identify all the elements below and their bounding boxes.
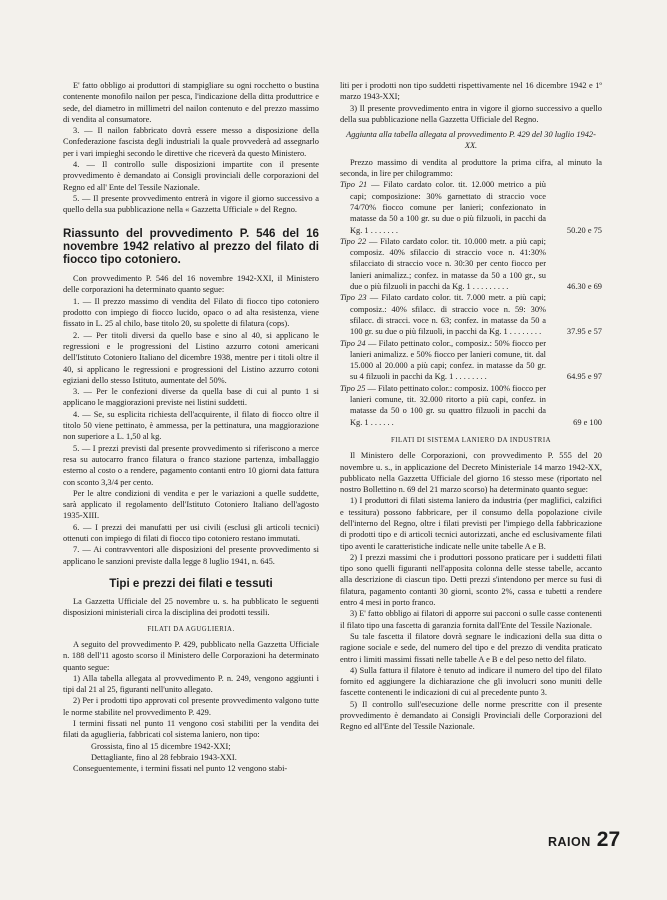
laniero-paragraph: Su tale fascetta il filatore dovrà segnare le indicazioni della sua ditta o ragione sociale e sede, del numero del tipo e del prezzo di vendita praticato entro i limiti massimi fissati nelle tabelle A e B e del peso netto del filato. [340,631,602,664]
section2-paragraph: 2) Per i prodotti tipo approvati col presente provvedimento valgono tutte le norme stabilite nel provvedimento P. 429. [63,696,319,717]
type-price: 50.20 e 75 [566,225,602,235]
type-row-25 [340,383,602,428]
type-desc: — Filato cardato color. tit. 7.000 metr. a più capi; composiz.: 40% sfilacc. di straccio voce n. 59: 30% sfilacc. di stracci. voce n. 63; confez. in matasse da 50 a 100 gr. su due o più filzuoli, in pacchi da Kg. 1 . . . . . . . . [350,293,546,337]
intro-paragraph: 5. — Il presente provvedimento entrerà in vigore il giorno successivo a quello della sua pubblicazione nella « Gazzetta Ufficiale » del Regno. [63,193,319,215]
section-title-provvedimento-546: Riassunto del provvedimento P. 546 del 16 novembre 1942 relativo al prezzo del filato di fiocco tipo cotoniero. [63,226,319,266]
section2-paragraph: 1) Alla tabella allegata al provvedimento P. n. 249, vengono aggiunti i tipi dal 21 al 25, figuranti nell'unito allegato. [63,673,319,695]
type-desc: — Filato pettinato color.: composiz. 100% fiocco per lanieri comune, tit. 32.000 ritorto a più capi, confez. in matasse da 50 o 100 gr. su quattro filzuoli in pacchi da Kg. 1 . . . . . . [350,383,546,427]
section1-paragraph: 4. — Se, su esplicita richiesta dell'acquirente, il filato di fiocco oltre il titolo 50 viene pettinato, è ammessa, per la pettinatura, una maggiorazione non superiore a L. 1,50 al kg. [63,409,319,442]
section-title-tipi-prezzi: Tipi e prezzi dei filati e tessuti [109,576,273,590]
type-name: Tipo 23 [340,293,367,303]
left-column [63,80,319,775]
closing-paragraph: Conseguentemente, i termini fissati nel punto 12 vengono stabi- [73,764,288,774]
laniero-paragraph: 2) I prezzi massimi che i produttori possono praticare per i suddetti filati tipo sono quelli figuranti nell'apposita colonna delle stesse tabelle, accanto alla descrizione di ciascun tipo. Detti prezzi s'intendono per merce su fusi di filatura, pagamento contanti 30 giorni, sconto 2%, cassa e tubetti a rendere entro 4 mesi in porto franco. [340,552,602,608]
section2-intro: La Gazzetta Ufficiale del 25 novembre u. s. ha pubblicato le seguenti disposizioni ministeriali circa la disciplina dei prodotti tessili. [63,597,319,618]
date-dettagliante: Dettagliante, fino al 28 febbraio 1943-XXI. [91,752,237,762]
section1-paragraph: 7. — Ai contravventori alle disposizioni del presente provvedimento si applicano le sanzioni previste dalla legge 8 luglio 1941, n. 645. [63,545,319,566]
type-name: Tipo 21 [340,180,368,190]
section2-paragraph: I termini fissati nel punto 11 vengono così stabiliti per la vendita dei filati da aguglieria, fabbricati col sistema laniero, non tipo: [63,719,319,740]
section2-paragraph: A seguito del provvedimento P. 429, pubblicato nella Gazzetta Ufficiale n. 188 dell'11 agosto scorso il Ministero delle Corporazioni ha determinato quanto segue: [63,639,319,672]
type-desc: — Filato cardato color. tit. 12.000 metrico a più capi; composizione: 30% garnettato di straccio voce 74/70% fiocco comune per lanieri; confezionato in matasse da 50 a 100 gr. su due o più filzuoli, in pacchi da Kg. 1 . . . . . . . [350,180,546,235]
section1-paragraph: 5. — I prezzi previsti dal presente provvedimento si riferiscono a merce resa su autocarro franco filatura o franco stazione partenza, imballaggio esterno al costo o a rendere, pagamento contanti entro 10 giorni data fattura con sconto 3,3/4 per cento. [63,443,319,487]
section1-paragraph: 1. — Il prezzo massimo di vendita del Filato di fiocco tipo cotoniero prodotto con impiego di fiocco lucido, opaco o ad alta resistenza, viene fissato in L. 25 al chilo, base titolo 20, su spolette di filatura (cops). [63,296,319,329]
type-row-21 [340,179,602,235]
magazine-name: RAION [548,835,591,849]
type-name: Tipo 22 [340,236,367,246]
type-price: 64.95 e 97 [566,372,602,382]
type-desc: — Filato pettinato color., composiz.: 50% fiocco per lanieri animalizz. e 50% fiocco per lanieri comune, tit. dal 15.000 al 20.000 a più capi; confez. in matasse da 50 gr. su 4 filzuoli in pacchi da Kg. 1 . . . . . . . . [350,338,546,382]
type-price: 46.30 e 69 [566,282,602,292]
para-3: 3) Il presente provvedimento entra in vigore il giorno successivo a quello della sua pubblicazione nella Gazzetta Ufficiale del Regno. [340,103,602,124]
laniero-paragraph: 1) I produttori di filati sistema laniero da industria (per maglifici, calzifici e tessitura) possono fabbricare, per il consumo della popolazione civile dell'interno del Regno, oltre i filati previsti per l'impiego della fabbricazione di prodotti tipo e di articoli tecnici autorizzati, anche ed esclusivamente filati tipo aventi le caratteristiche indicate nelle unite tabelle A e B. [340,496,602,551]
date-grossista: Grossista, fino al 15 dicembre 1942-XXI; [91,741,231,751]
annex-title: Aggiunta alla tabella allegata al provvedimento P. 429 del 30 luglio 1942-XX. [346,130,596,151]
right-column [340,80,602,733]
type-name: Tipo 24 [340,338,366,348]
type-name: Tipo 25 [340,383,366,393]
continuation-paragraph: liti per i prodotti non tipo suddetti rispettivamente nel 16 dicembre 1942 e 1º marzo 1943-XXI; [340,81,602,102]
laniero-paragraph: 3) E' fatto obbligo ai filatori di apporre sui pacconi o sulle casse contenenti il filato tipo una fascetta di garanzia fornita dall'Ente del Tessile Nazionale. [340,609,602,630]
section1-paragraph: 6. — I prezzi dei manufatti per usi civili (esclusi gli articoli tecnici) ottenuti con impiego di filati di fiocco tipo cotoniero restano immutati. [63,522,319,543]
type-row-22 [340,236,602,292]
section1-paragraph: 3. — Per le confezioni diverse da quella base di cui al punto 1 si applicano le maggiorazioni previste nei listini suddetti. [63,387,319,408]
type-price: 37.95 e 57 [566,327,602,337]
laniero-paragraph: 4) Sulla fattura il filatore è tenuto ad indicare il numero del tipo del filato fornito ed aggiungere la dichiarazione che gli involucri sono muniti delle fascette contenenti le indicazioni di cui al precedente punto 3. [340,665,602,698]
section1-paragraph: Con provvedimento P. 546 del 16 novembre 1942-XXI, il Ministero delle corporazioni ha determinato quanto segue: [63,274,319,295]
subhead-aguglieria: FILATI DA AGUGLIERIA. [147,625,235,633]
type-row-24 [340,338,602,383]
intro-paragraph: 3. — Il nailon fabbricato dovrà essere messo a disposizione della Confederazione fascista degli industriali la quale provvederà ad assegnarlo per i vari impieghi secondo le direttive che riceverà da questo Ministero. [63,126,319,158]
type-row-23 [340,292,602,337]
type-desc: — Filato cardato color. tit. 10.000 metr. a più capi; composiz. 40% sfilaccio di straccio voce n. 41:30% sfilacciato di straccio voce n. 30:30 per cento fiocco per lanieri animalizz.; confez. in matasse da 50 a 100 gr., su due o più filzuoli in pacchi da Kg. 1 . . . . . . . . . [350,236,546,292]
laniero-paragraph: Il Ministero delle Corporazioni, con provvedimento P. 555 del 20 novembre u. s., in applicazione del Decreto Ministeriale 14 marzo 1942-XX, pubblicato nella Gazzetta Ufficiale del giorno 16 stesso mese (riportato nel nostro Bollettino n. 69 del 21 marzo scorso) ha determinato quanto segue: [340,451,602,495]
section1-paragraph: Per le altre condizioni di vendita e per le variazioni a quelle suddette, sarà applicato il regolamento dell'Istituto Cotoniero Italiano dell'agosto 1935-XIII. [63,488,319,521]
page-number: 27 [596,828,621,851]
subhead-laniero: FILATI DI SISTEMA LANIERO DA INDUSTRIA [390,436,552,444]
laniero-paragraph: 5) Il controllo sull'esecuzione delle norme prescritte con il presente provvedimento è demandato ai Consigli Provinciali delle Corporazioni del Regno ed all'Ente del Tessile Nazionale. [340,699,602,732]
annex-intro: Prezzo massimo di vendita al produttore la prima cifra, al minuto la seconda, in lire per chilogrammo: [340,157,602,179]
section1-paragraph: 2. — Per titoli diversi da quello base e sino al 40, si applicano le regressioni e le progressioni del Listino azzurro cotoni americani dell'Istituto Cotoniero Italiano del dicembre 1938, mentre per i titoli oltre il 40, si applicano le regressioni e progressioni del Listino azzurro cotoni egiziani dello stesso Istituto, aumentate del 50%. [63,330,319,385]
page-footer [548,828,620,852]
type-price: 69 e 100 [573,417,602,427]
intro-paragraph: 4. — Il controllo sulle disposizioni impartite con il presente provvedimento è demandato ai Consigli provinciali delle corporazioni del Regno ed all' Ente del Tessile Nazionale. [63,160,319,192]
intro-paragraph: E' fatto obbligo ai produttori di stampigliare su ogni rocchetto o bustina contenente monofilo nailon per pesca, l'indicazione della ditta produttrice e sede, del diametro in millimetri del nailon contenuto e del prezzo massimo di vendita al consumatore. [63,81,319,124]
